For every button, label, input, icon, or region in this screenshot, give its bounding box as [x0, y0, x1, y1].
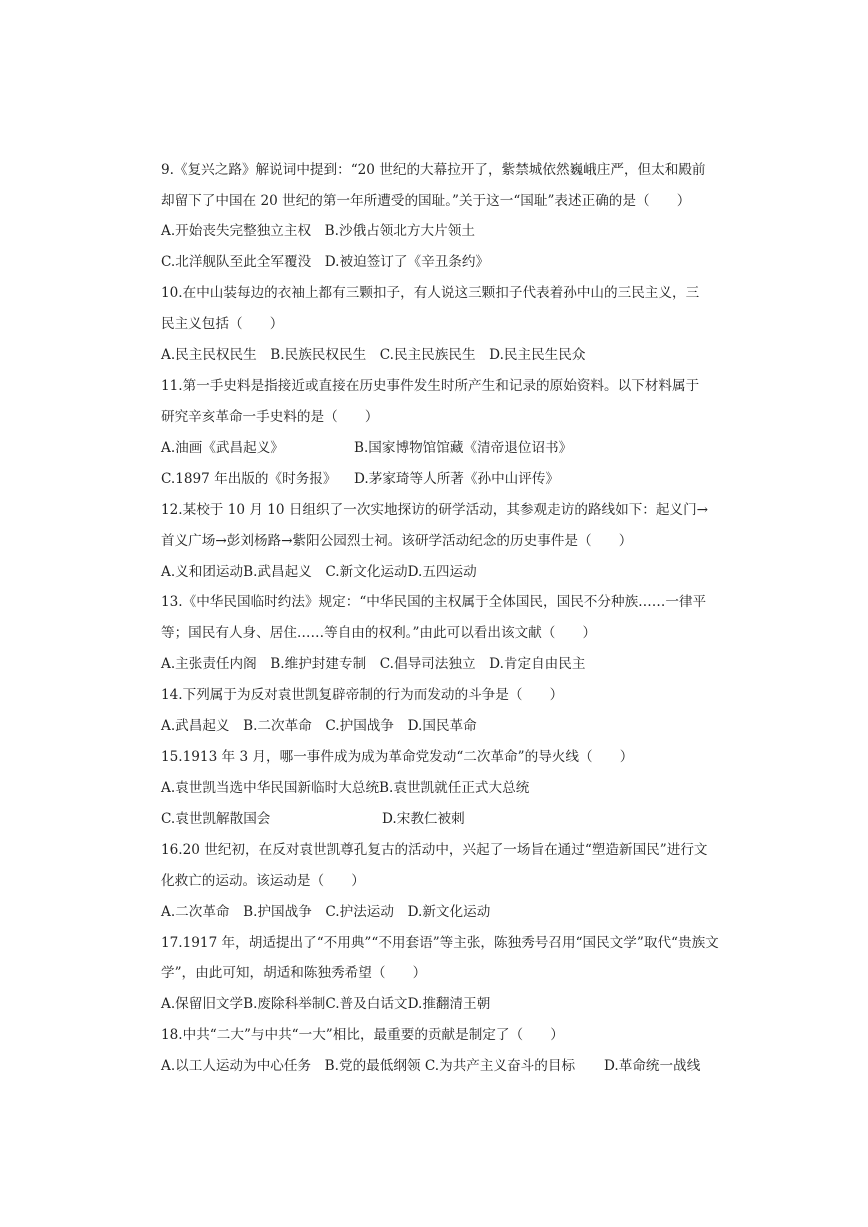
question-stem-line: 11.第一手史料是指接近或直接在历史事件发生时所产生和记录的原始资料。以下材料属于: [161, 378, 700, 394]
question-stem-line: 民主义包括（ ）: [161, 316, 284, 332]
question-stem-line: 却留下了中国在 20 世纪的第一年所遭受的国耻。”关于这一“国耻”表述正确的是（ ）: [161, 193, 691, 209]
option-c: C.1897 年出版的《时务报》: [161, 471, 337, 487]
question-stem-line: 首义广场→彭刘杨路→紫阳公园烈士祠。该研学活动纪念的历史事件是（ ）: [161, 533, 633, 549]
option-row: A.主张责任内阁 B.维护封建专制 C.倡导司法独立 D.肯定自由民主: [161, 656, 586, 672]
question-stem-line: 17.1917 年，胡适提出了“不用典”“不用套语”等主张，陈独秀号召用“国民文学”取代“贵族文: [161, 935, 719, 951]
option-b: B.国家博物馆馆藏《清帝退位诏书》: [354, 440, 573, 456]
option-row: A.二次革命 B.护国战争 C.护法运动 D.新文化运动: [161, 904, 491, 920]
question-stem-line: 10.在中山装每边的衣袖上都有三颗扣子，有人说这三颗扣子代表着孙中山的三民主义，三: [161, 285, 700, 301]
option-row: A.袁世凯当选中华民国新临时大总统B.袁世凯就任正式大总统: [161, 780, 530, 796]
option-row: A.开始丧失完整独立主权 B.沙俄占领北方大片领土: [161, 223, 475, 239]
option-row: A.保留旧文学B.废除科举制C.普及白话文D.推翻清王朝: [161, 996, 491, 1012]
option-row: A.武昌起义 B.二次革命 C.护国战争 D.国民革命: [161, 718, 477, 734]
question-stem-line: 13.《中华民国临时约法》规定：“中华民国的主权属于全体国民，国民不分种族……一律平: [161, 594, 707, 610]
option-a: A.油画《武昌起义》: [161, 440, 284, 456]
question-stem-line: 12.某校于 10 月 10 日组织了一次实地探访的研学活动，其参观走访的路线如下：起义门→: [161, 502, 709, 518]
option-row: A.民主民权民生 B.民族民权民生 C.民主民族民生 D.民主民生民众: [161, 347, 586, 363]
question-stem-line: 9.《复兴之路》解说词中提到：“20 世纪的大幕拉开了，紫禁城依然巍峨庄严，但太和殿前: [161, 162, 706, 178]
question-stem-line: 等；国民有人身、居住……等自由的权利。”由此可以看出该文献（ ）: [161, 625, 597, 641]
question-stem-line: 学”，由此可知，胡适和陈独秀希望（ ）: [161, 965, 427, 981]
options-a-to-c: A.以工人运动为中心任务 B.党的最低纲领 C.为共产主义奋斗的目标: [161, 1058, 576, 1074]
option-d: D.革命统一战线: [604, 1058, 701, 1074]
question-stem-line: 15.1913 年 3 月，哪一事件成为成为革命党发动“二次革命”的导火线（ ）: [161, 749, 634, 765]
question-stem-line: 研究辛亥革命一手史料的是（ ）: [161, 409, 379, 425]
question-stem-line: 化救亡的运动。该运动是（ ）: [161, 873, 365, 889]
question-stem-line: 16.20 世纪初，在反对袁世凯尊孔复古的活动中，兴起了一场旨在通过“塑造新国民”进行文: [161, 842, 708, 858]
question-stem-line: 18.中共“二大”与中共“一大”相比，最重要的贡献是制定了（ ）: [161, 1027, 564, 1043]
option-row: C.北洋舰队至此全军覆没 D.被迫签订了《辛丑条约》: [161, 254, 490, 270]
option-d: D.茅家琦等人所著《孙中山评传》: [354, 471, 560, 487]
option-c: C.袁世凯解散国会: [161, 811, 271, 827]
question-stem-line: 14.下列属于为反对袁世凯复辟帝制的行为而发动的斗争是（ ）: [161, 687, 564, 703]
option-d: D.宋教仁被刺: [382, 811, 465, 827]
option-row: A.义和团运动B.武昌起义 C.新文化运动D.五四运动: [161, 564, 477, 580]
